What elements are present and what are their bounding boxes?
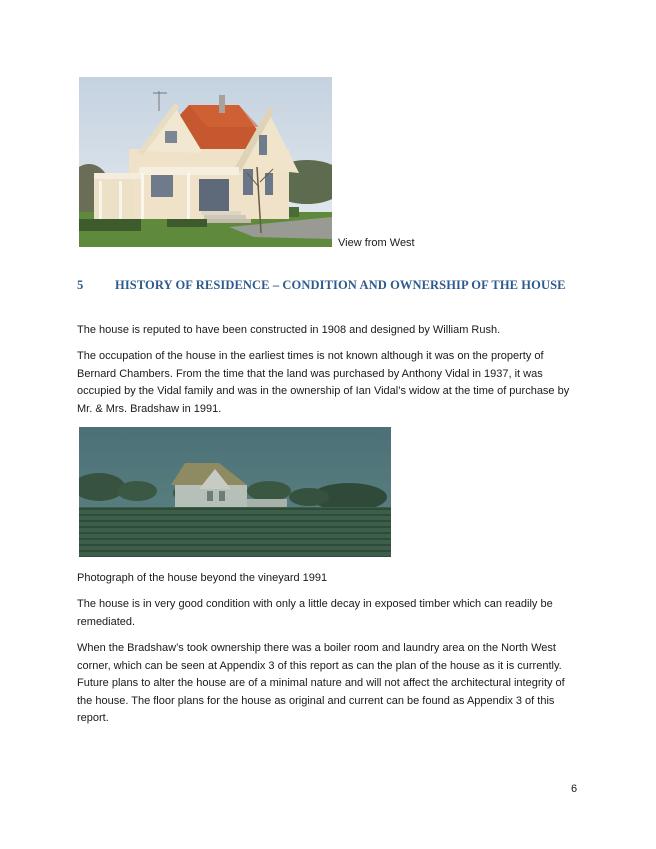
paragraph-condition: The house is in very good condition with only a little decay in exposed timber which can readily be remediated. [77,598,553,628]
paragraph-occupation: The occupation of the house in the earliest times is not known although it was on the property of Bernard Chambers. From the time that the land was purchased by Anthony Vidal in 1937, it was occupied by the Vidal family and was in the ownership of Ian Vidal’s widow at the time of purchase by Mr. & Mrs. Bradshaw in 1991. [77,350,570,415]
section-heading [77,278,597,293]
paragraph-ownership: When the Bradshaw’s took ownership there was a boiler room and laundry area on the North West corner, which can be seen at Appendix 3 of this report as can the plan of the house as it is currently. Future plans to alter the house are of a minimal nature and will not affect the architectural integrity of the house. The floor plans for the house as original and current can be found as Appendix 3 of this report. [77,642,565,724]
page-number: 6 [571,783,578,795]
vineyard-photo [79,427,391,557]
vineyard-photo-caption: Photograph of the house beyond the vineyard 1991 [77,572,328,584]
west-photo-caption: View from West [338,237,415,249]
house-west-photo [79,77,332,247]
paragraph-construction: The house is reputed to have been constructed in 1908 and designed by William Rush. [77,324,501,336]
section-number: 5 [77,278,84,292]
section-title: HISTORY OF RESIDENCE – CONDITION AND OWNERSHIP OF THE HOUSE [115,278,566,292]
